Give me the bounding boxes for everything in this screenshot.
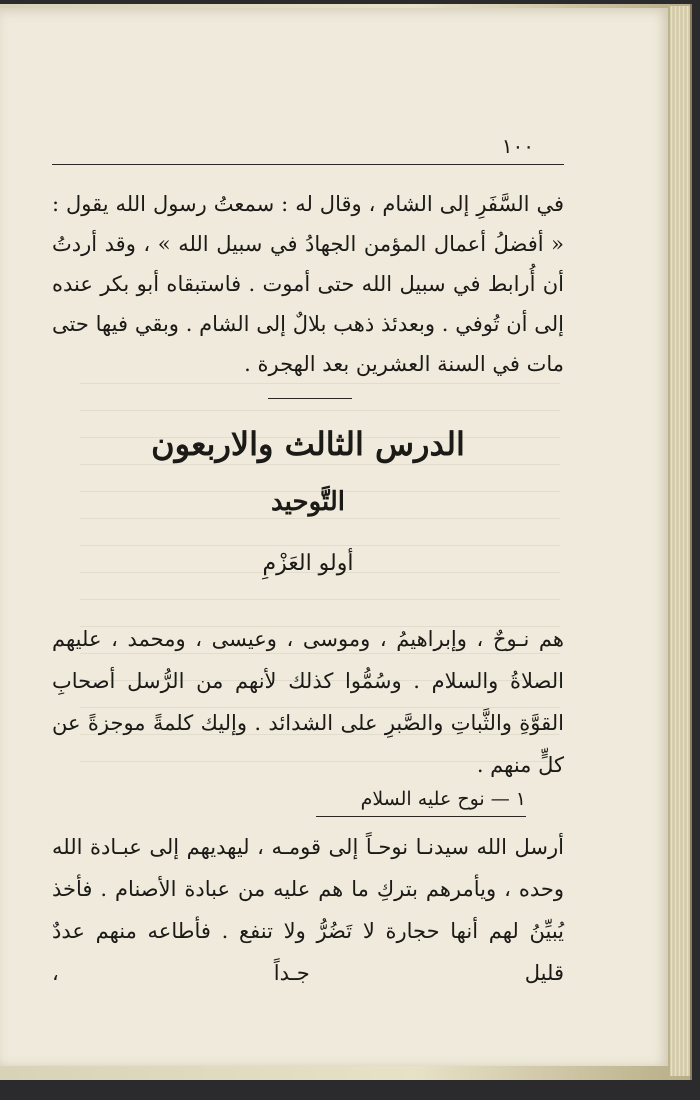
page-edges	[670, 6, 690, 1076]
section-divider	[268, 398, 352, 399]
paragraph-continuation: في السَّفَرِ إلى الشام ، وقال له : سمعتُ رسول الله يقول : « أفضلُ أعمال المؤمن الجهادُ في سبيل الله » ، وقد أردتُ أن أُرابط في سبيل الله حتى أموت . فاستبقاه أبو بكر عنده إلى أن تُوفي . وبعدئذ ذهب بلالٌ إلى الشام . وبقي فيها حتى مات في السنة العشرين بعد الهجرة .	[52, 192, 564, 376]
lesson-subtitle: التَّوحيد	[271, 487, 345, 517]
lesson-topic: أولو العَزْمِ	[262, 551, 354, 576]
intro-paragraph: هم نـوحٌ ، وإبراهيمُ ، وموسى ، وعيسى ، ومحمد ، عليهم الصلاةُ والسلام . وسُمُّوا كذلك لأنهم من الرُّسل أصحابِ القوَّةِ والثَّباتِ والصَّبرِ على الشدائد . وإليك كلمةً موجزةً عن كلٍّ منهم .	[52, 627, 564, 777]
section-heading: ١ — نوح عليه السلام	[316, 784, 526, 817]
book-page	[0, 8, 668, 1066]
page-number: ١٠٠	[501, 134, 534, 158]
page-header	[52, 134, 564, 165]
section-paragraph: أرسل الله سيدنـا نوحـاً إلى قومـه ، ليهديهم إلى عبـادة الله وحده ، ويأمرهم بتركِ ما هم عليه من عبادة الأصنام . فأخذ يُبيِّنُ لهم أنها حجارة لا تَضُرُّ ولا تنفع . فأطاعه منهم عددٌ قليل جـداً ،	[52, 835, 564, 985]
lesson-title: الدرس الثالث والاربعون	[151, 425, 465, 463]
